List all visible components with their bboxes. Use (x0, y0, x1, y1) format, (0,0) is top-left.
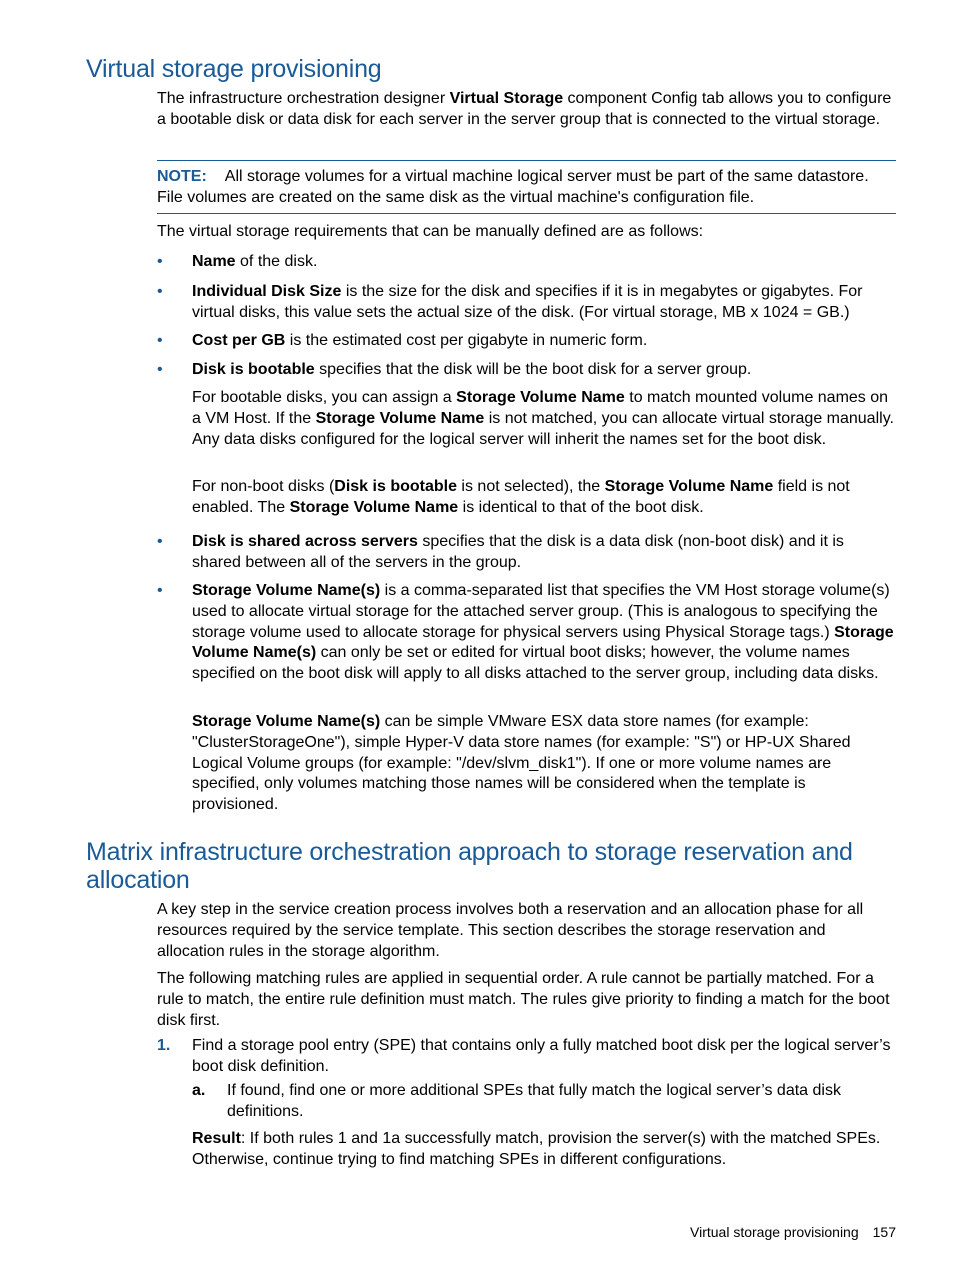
bullet-bold: Storage Volume Name(s) (192, 623, 894, 662)
substep-text: If found, find one or more additional SPEs that fully match the logical server’s data disk definitions. (227, 1082, 841, 1120)
para-text: is not selected), the (456, 478, 605, 495)
step-text: Find a storage pool entry (SPE) that contains only a fully matched boot disk per the logical server’s boot disk definition. (192, 1037, 891, 1075)
requirements-intro (157, 222, 896, 243)
para-bold: Storage Volume Name (456, 389, 625, 406)
bullet-text: of the disk. (235, 253, 318, 270)
para-text: field is not enabled. The (192, 478, 850, 516)
page-number: 157 (872, 1224, 896, 1240)
substep-letter: a. (192, 1082, 206, 1099)
para-bold: Storage Volume Name (604, 478, 774, 495)
section-heading-virtual-storage: Virtual storage provisioning (86, 55, 382, 83)
list-item-step-1a (157, 1081, 896, 1123)
list-item-bootable (157, 360, 896, 381)
bullet-bold: Disk is shared across servers (192, 533, 418, 550)
bullet-text: can only be set or edited for virtual boot disks; however, the volume names specified on the boot disk will apply to all disks attached to the server group, including data disks. (192, 644, 879, 683)
para-text: For bootable disks, you can assign a (192, 389, 457, 406)
bullet-text: is a comma-separated list that specifies the VM Host storage volume(s) used to allocate virtual storage for the attached server group. (This is analogous to specifying the storage volume used to allocate storage for physical servers using Physical Storage tags.) (192, 582, 890, 641)
bullet-icon: • (157, 332, 163, 349)
para-text: can be simple VMware ESX data store names (for example: "ClusterStorageOne"), simple Hyper-V data store names (for example: "S") or HP-UX Shared Logical Volume groups (for example: "/dev/slvm_disk1"). If one or more volume names are specified, only volumes matching those names will be considered when the template is provisioned. (192, 713, 851, 814)
bullet-text: specifies that the disk is a data disk (non-boot disk) and it is shared between all of the servers in the group. (192, 533, 844, 571)
bullet-text: is the estimated cost per gigabyte in numeric form. (285, 332, 648, 349)
list-item-name (157, 252, 896, 273)
bootable-paragraph-2 (157, 477, 896, 519)
list-item-volume-names (157, 581, 896, 685)
para-text: is not matched, you can allocate virtual storage manually. Any data disks configured for the logical server will inherit the names set for the boot disk. (192, 409, 894, 448)
bullet-icon: • (157, 533, 163, 550)
bullet-bold: Disk is bootable (192, 361, 315, 378)
bullet-text: specifies that the disk will be the boot disk for a server group. (314, 361, 752, 378)
page-footer (690, 1223, 896, 1241)
intro-text: The infrastructure orchestration designer (157, 90, 450, 107)
intro-text-2: component Config tab allows you to configure a bootable disk or data disk for each server in the server group that is connected to the virtual storage. (157, 90, 892, 128)
matrix-paragraph-2 (157, 969, 896, 1031)
list-item-disk-size (157, 282, 896, 324)
bullet-bold: Cost per GB (192, 332, 286, 349)
bullet-bold: Storage Volume Name(s) (192, 582, 381, 599)
list-item-cost (157, 331, 896, 352)
step-number: 1. (157, 1037, 171, 1054)
bullet-icon: • (157, 253, 163, 270)
bullet-bold: Individual Disk Size (192, 283, 342, 300)
result-paragraph (157, 1129, 896, 1171)
requirements-intro-text: The virtual storage requirements that can be manually defined are as follows: (157, 223, 704, 240)
matrix-paragraph-1 (157, 900, 896, 962)
section-heading-matrix: Matrix infrastructure orchestration approach to storage reservation and allocation (86, 838, 853, 894)
bullet-bold: Name (192, 253, 236, 270)
bullet-icon: • (157, 361, 163, 378)
para-bold: Storage Volume Name(s) (192, 713, 381, 730)
para-text: A key step in the service creation process involves both a reservation and an allocation phase for all resources required by the service template. This section describes the storage reservation and allocation rules in the storage algorithm. (157, 901, 864, 960)
list-item-shared (157, 532, 896, 574)
note-box (157, 160, 896, 214)
bullet-text: is the size for the disk and specifies if it is in megabytes or gigabytes. For virtual disks, this value sets the actual size of the disk. (For virtual storage, MB x 1024 = GB.) (192, 283, 863, 321)
result-text: : If both rules 1 and 1a successfully match, provision the server(s) with the matched SPEs. Otherwise, continue trying to find matching SPEs in different configurations. (192, 1130, 881, 1168)
list-item-step-1 (157, 1036, 896, 1078)
bullet-icon: • (157, 283, 163, 300)
note-label: NOTE: (157, 168, 207, 185)
bullet-icon: • (157, 582, 163, 599)
para-bold: Storage Volume Name (289, 498, 459, 516)
footer-section: Virtual storage provisioning (690, 1224, 859, 1240)
para-text: The following matching rules are applied in sequential order. A rule cannot be partially matched. For a rule to match, the entire rule definition must match. The rules give priority to finding a match for the boot disk first. (157, 970, 890, 1029)
para-text: For non-boot disks ( (192, 478, 335, 495)
note-text: All storage volumes for a virtual machine logical server must be part of the same datastore. File volumes are created on the same disk as the virtual machine's configuration file. (157, 168, 869, 206)
intro-bold: Virtual Storage (449, 90, 564, 107)
para-text: to match mounted volume names on a VM Host. If the (192, 389, 889, 427)
para-bold: Storage Volume Name (315, 409, 485, 427)
intro-paragraph (157, 89, 896, 131)
para-bold: Disk is bootable (334, 478, 457, 495)
volume-names-paragraph (157, 712, 896, 816)
result-label: Result (192, 1130, 241, 1147)
para-text: is identical to that of the boot disk. (458, 498, 704, 516)
bootable-paragraph-1 (157, 388, 896, 450)
